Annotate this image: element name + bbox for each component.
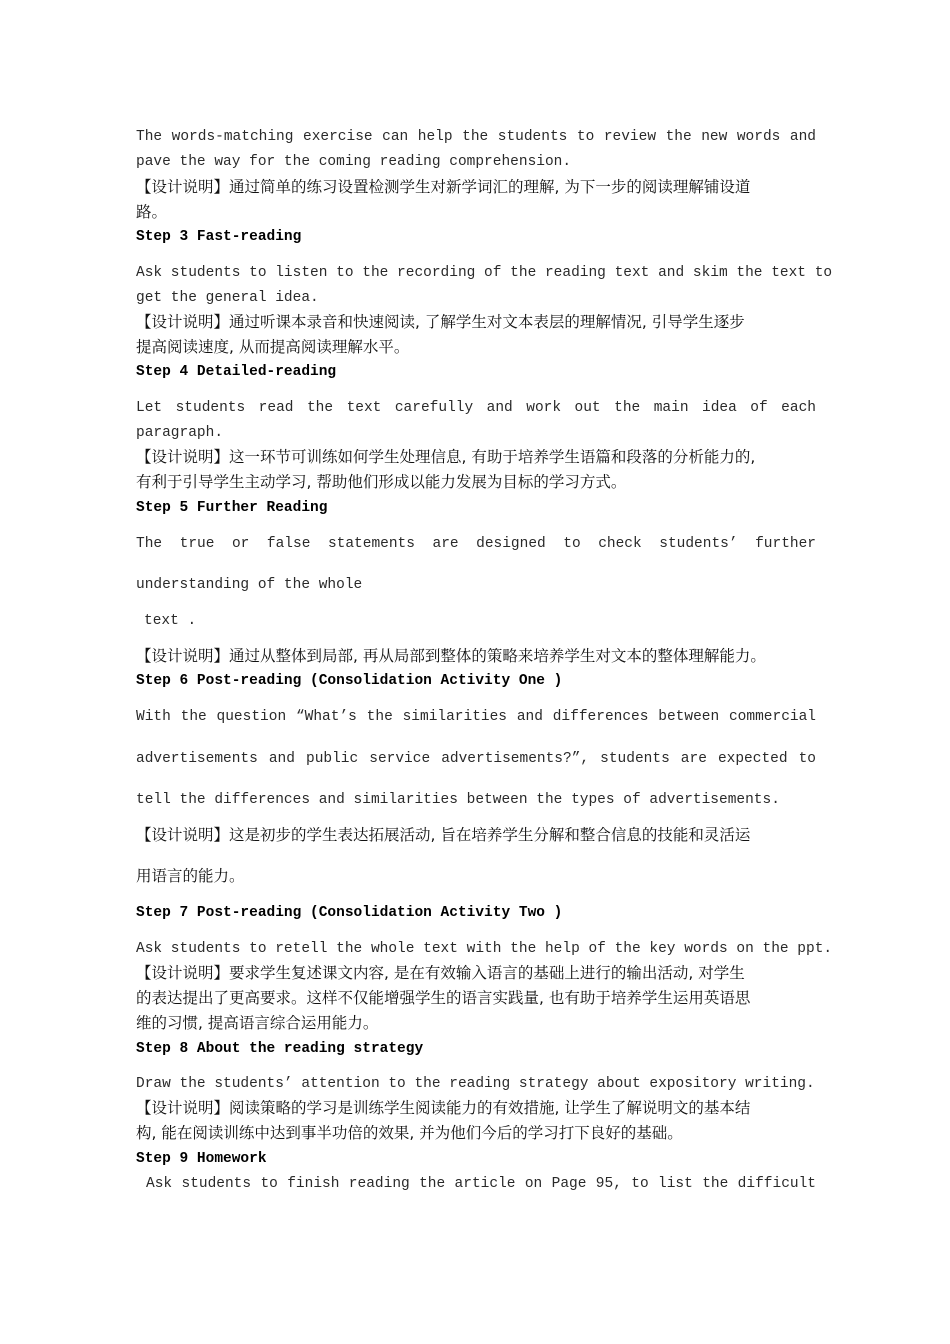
step7-design-note-line-3: 维的习惯, 提高语言综合运用能力。 <box>136 1014 379 1032</box>
step6-design-note-line-2: 用语言的能力。 <box>136 867 245 885</box>
step5-paragraph-line-1: The true or false statements are designed to check students’ further <box>136 536 816 552</box>
step5-heading: Step 5 Further Reading <box>136 500 328 516</box>
step6-paragraph-line-2: advertisements and public service advertisements?”, students are expected to <box>136 751 816 767</box>
step8-design-note-line-1: 【设计说明】阅读策略的学习是训练学生阅读能力的有效措施, 让学生了解说明文的基本结 <box>136 1099 751 1117</box>
step6-paragraph-line-3: tell the differences and similarities between the types of advertisements. <box>136 792 780 808</box>
step9-heading: Step 9 Homework <box>136 1151 267 1167</box>
step7-heading: Step 7 Post-reading (Consolidation Activity Two ) <box>136 905 563 921</box>
intro-paragraph-line-1: The words-matching exercise can help the students to review the new words and <box>136 129 816 145</box>
step4-design-note-line-1: 【设计说明】这一环节可训练如何学生处理信息, 有助于培养学生语篇和段落的分析能力的, <box>136 448 756 466</box>
step3-heading: Step 3 Fast-reading <box>136 229 302 245</box>
step6-paragraph-line-1: With the question “What’s the similarities and differences between commercial <box>136 709 816 725</box>
step8-heading: Step 8 About the reading strategy <box>136 1041 424 1057</box>
step3-paragraph-line-1: Ask students to listen to the recording of the reading text and skim the text to <box>136 265 833 281</box>
step4-paragraph-line-2: paragraph. <box>136 425 224 441</box>
intro-paragraph-line-2: pave the way for the coming reading comprehension. <box>136 154 572 170</box>
step5-paragraph-line-3: text . <box>144 613 197 629</box>
step6-design-note-line-1: 【设计说明】这是初步的学生表达拓展活动, 旨在培养学生分解和整合信息的技能和灵活运 <box>136 826 751 844</box>
step3-design-note-line-2: 提高阅读速度, 从而提高阅读理解水平。 <box>136 338 410 356</box>
step7-paragraph-line-1: Ask students to retell the whole text with the help of the key words on the ppt. <box>136 941 833 957</box>
intro-design-note-line-1: 【设计说明】通过简单的练习设置检测学生对新学词汇的理解, 为下一步的阅读理解铺设道 <box>136 178 751 196</box>
step4-design-note-line-2: 有利于引导学生主动学习, 帮助他们形成以能力发展为目标的学习方式。 <box>136 473 627 491</box>
intro-design-note-line-2: 路。 <box>136 203 168 221</box>
step8-paragraph-line-1: Draw the students’ attention to the reading strategy about expository writing. <box>136 1076 815 1092</box>
step7-design-note-line-2: 的表达提出了更高要求。这样不仅能增强学生的语言实践量, 也有助于培养学生运用英语思 <box>136 989 751 1007</box>
step3-paragraph-line-2: get the general idea. <box>136 290 319 306</box>
step3-design-note-line-1: 【设计说明】通过听课本录音和快速阅读, 了解学生对文本表层的理解情况, 引导学生逐步 <box>136 313 745 331</box>
step5-design-note-line-1: 【设计说明】通过从整体到局部, 再从局部到整体的策略来培养学生对文本的整体理解能力。 <box>136 647 766 665</box>
step9-paragraph-line-1: Ask students to finish reading the article on Page 95, to list the difficult <box>146 1176 816 1192</box>
step7-design-note-line-1: 【设计说明】要求学生复述课文内容, 是在有效输入语言的基础上进行的输出活动, 对学生 <box>136 964 745 982</box>
step4-heading: Step 4 Detailed-reading <box>136 364 337 380</box>
step6-heading: Step 6 Post-reading (Consolidation Activity One ) <box>136 673 563 689</box>
step8-design-note-line-2: 构, 能在阅读训练中达到事半功倍的效果, 并为他们今后的学习打下良好的基础。 <box>136 1124 683 1142</box>
step5-paragraph-line-2: understanding of the whole <box>136 577 363 593</box>
step4-paragraph-line-1: Let students read the text carefully and work out the main idea of each <box>136 400 816 416</box>
